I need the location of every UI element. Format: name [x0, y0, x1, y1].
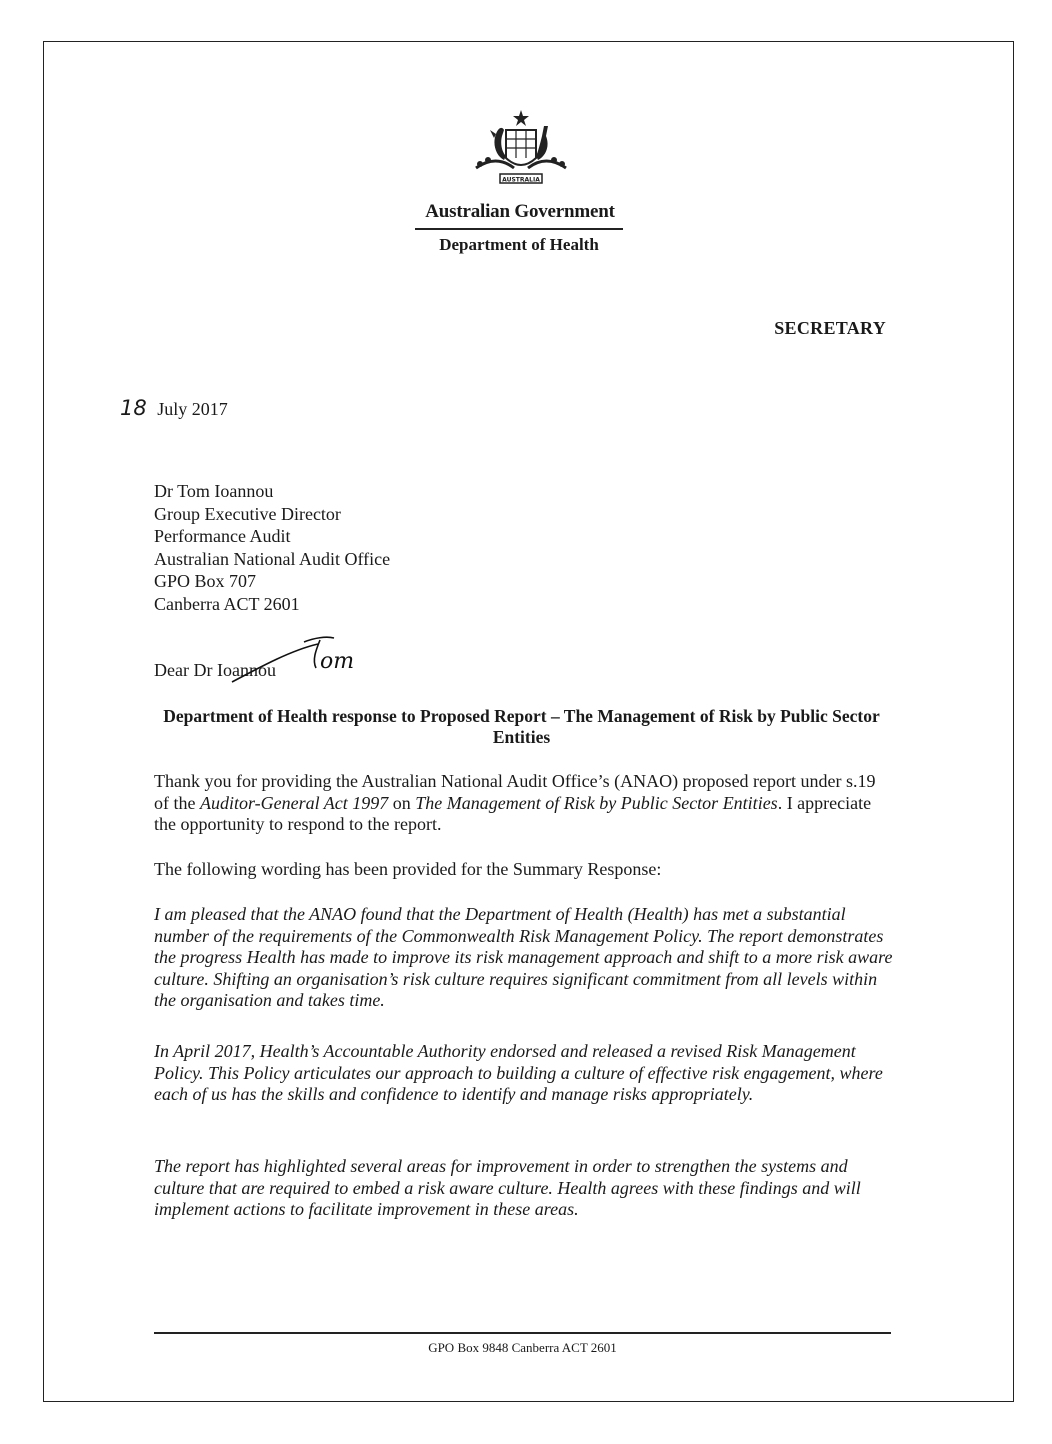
paragraph-text: Thank you for providing the Australian National Audit Office’s (ANAO) proposed report under s.19 of the [154, 771, 876, 813]
address-line: GPO Box 707 [154, 571, 257, 591]
address-line: Performance Audit [154, 526, 291, 546]
footer-divider [154, 1332, 891, 1334]
office-title: SECRETARY [774, 318, 886, 338]
address-line: Australian National Audit Office [154, 548, 391, 569]
recipient-address [154, 480, 390, 615]
letter-date [120, 396, 228, 420]
paragraph-text: on [388, 792, 416, 813]
handwritten-signature [222, 628, 382, 688]
paragraph-wording: The following wording has been provided for the Summary Response: [154, 859, 662, 879]
improvement-paragraph: The report has highlighted several areas for improvement in order to strengthen the systems and culture that are required to embed a risk aware culture. Health agrees with these findings and will implement actions to facilitate improvement in these areas. [154, 1156, 861, 1219]
footer-address: GPO Box 9848 Canberra ACT 2601 [428, 1340, 617, 1355]
summary-response-paragraph: I am pleased that the ANAO found that the Department of Health (Health) has met a substantial number of the requirements of the Commonwealth Risk Management Policy. The report demonstrates the progress Health has made to improve its risk management approach and shift to a more risk aware culture. Shifting an organisation’s risk culture requires significant commitment from all levels within the organisation and takes time. [154, 904, 893, 1010]
letterhead-divider [415, 228, 623, 230]
government-name: Australian Government [425, 201, 615, 222]
address-line: Canberra ACT 2601 [154, 593, 300, 614]
department-name: Department of Health [439, 235, 599, 254]
svg-text:om: om [320, 649, 355, 674]
date-month-year: July 2017 [157, 399, 228, 419]
crest-motto: AUSTRALIA [502, 176, 540, 184]
report-title: The Management of Risk by Public Sector Entities [415, 792, 778, 813]
risk-policy-paragraph: In April 2017, Health’s Accountable Authority endorsed and released a revised Risk Management Policy. This Policy articulates our approach to building a culture of effective risk engagement, where each of us has the skills and confidence to identify and manage risks appropriately. [154, 1041, 883, 1104]
coat-of-arms-icon [466, 108, 576, 196]
act-title: Auditor-General Act 1997 [199, 792, 389, 813]
address-line: Group Executive Director [154, 503, 341, 524]
handwritten-day: 18 [120, 396, 147, 420]
paragraph-text: . I appreciate the opportunity to respond to the report. [154, 792, 872, 834]
letter-subject: Department of Health response to Proposed Report – The Management of Risk by Public Sector Entities [163, 706, 880, 747]
salutation: Dear Dr Ioannou [154, 660, 276, 680]
address-line: Dr Tom Ioannou [154, 481, 274, 501]
paragraph-intro [154, 771, 894, 836]
